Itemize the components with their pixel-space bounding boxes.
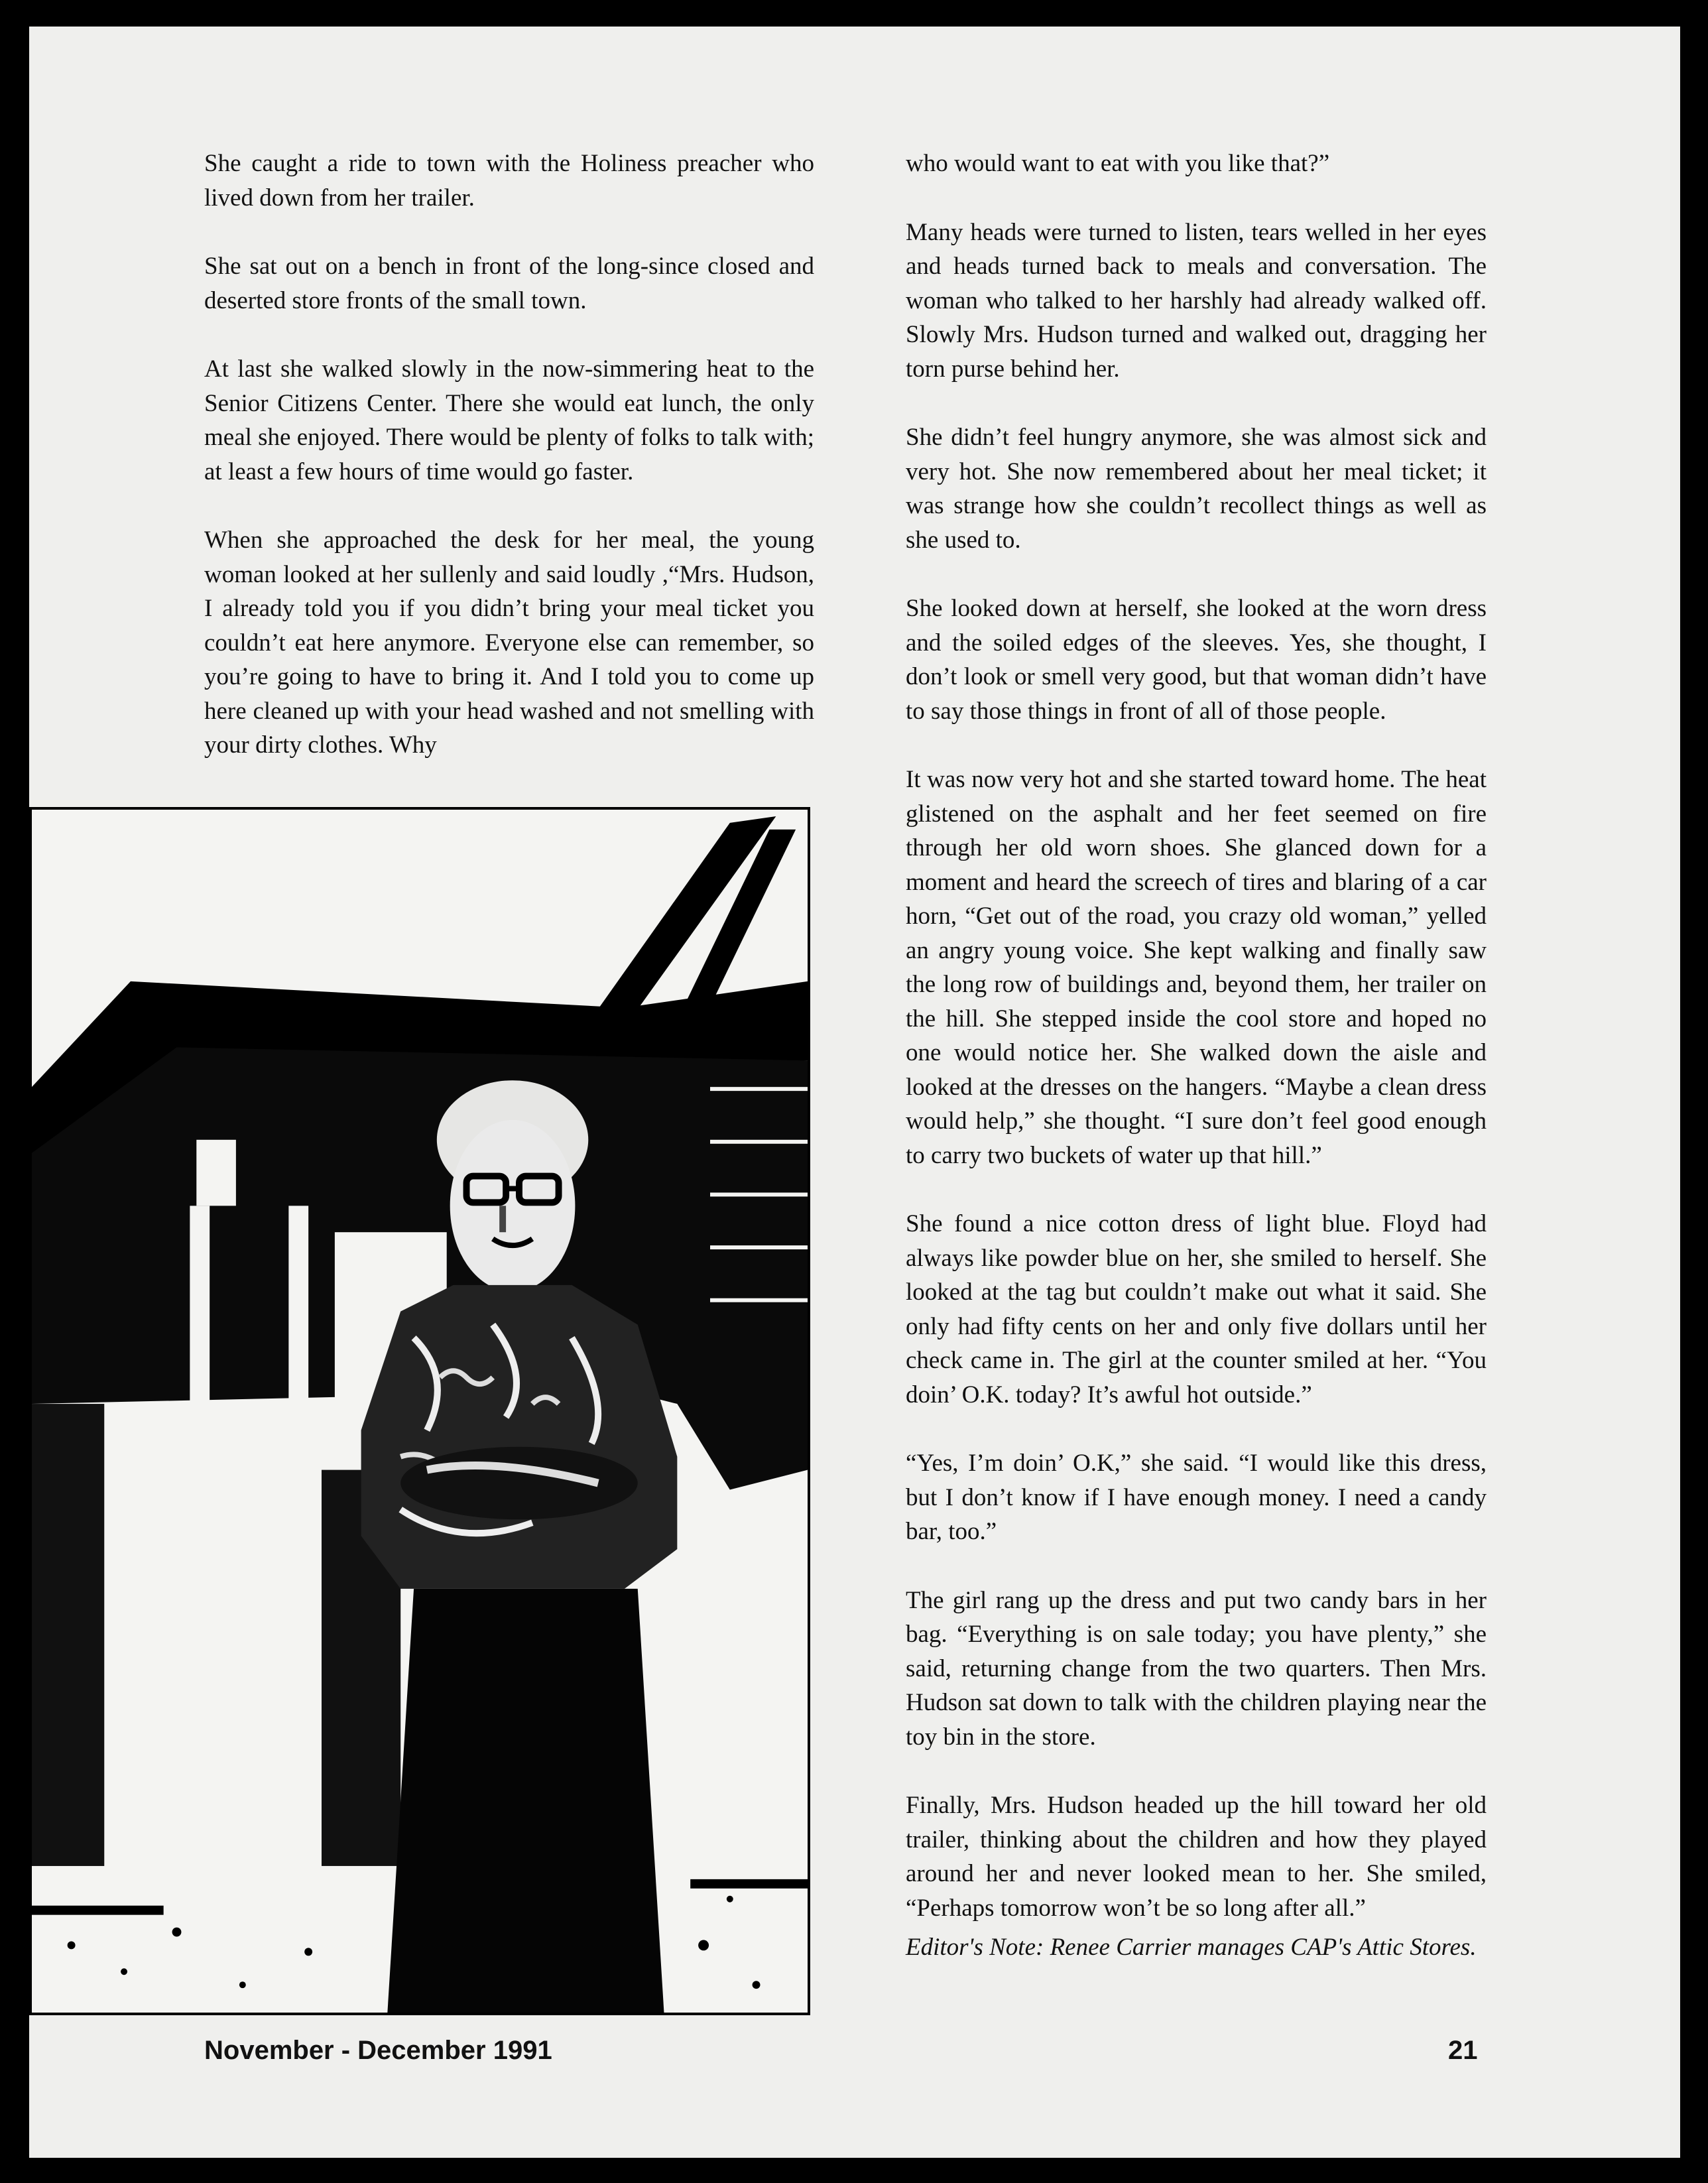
paragraph: The girl rang up the dress and put two candy bars in her bag. “Everything is on sale today; you have plenty,” she said, returning change from the two quarters. Then Mrs. Hudson sat down to talk with the children playing near the toy bin in the store. — [906, 1586, 1487, 1751]
issue-date: November - December 1991 — [204, 2036, 552, 2065]
right-column — [906, 147, 1487, 1999]
paragraph: who would want to eat with you like that?” — [906, 150, 1330, 177]
paragraph: She caught a ride to town with the Holiness preacher who lived down from her trailer. — [204, 150, 814, 212]
editor-note: Editor's Note: Renee Carrier manages CAP's Attic Stores. — [906, 1934, 1477, 1961]
left-column — [204, 147, 814, 797]
paragraph: “Yes, I’m doin’ O.K,” she said. “I would like this dress, but I don’t know if I have enough money. I need a candy bar, too.” — [906, 1450, 1487, 1545]
page-number: 21 — [1448, 2036, 1478, 2065]
paragraph: Finally, Mrs. Hudson headed up the hill toward her old trailer, thinking about the children and how they played around her and never looked mean to her. She smiled, “Perhaps tomorrow won’t be so long after all.” — [906, 1792, 1487, 1922]
photo-illustration — [32, 810, 808, 2013]
paragraph: She looked down at herself, she looked at the worn dress and the soiled edges of the sleeves. Yes, she thought, I don’t look or smell very good, but that woman didn’t have to say those things in front of all of those people. — [906, 595, 1487, 725]
paragraph: Many heads were turned to listen, tears welled in her eyes and heads turned back to meals and conversation. The woman who talked to her harshly had already walked off. Slowly Mrs. Hudson turned and walked out, dragging her torn purse behind her. — [906, 218, 1487, 383]
paragraph: At last she walked slowly in the now-simmering heat to the Senior Citizens Center. There she would eat lunch, the only meal she enjoyed. There would be plenty of folks to talk with; at least a few hours of time would go faster. — [204, 355, 814, 485]
paragraph: She sat out on a bench in front of the long-since closed and deserted store fronts of the small town. — [204, 253, 814, 314]
paragraph: She found a nice cotton dress of light blue. Floyd had always like powder blue on her, she smiled to herself. She looked at the tag but couldn’t make out what it said. She only had fifty cents on her and only five dollars until her check came in. The girl at the counter smiled at her. “You doin’ O.K. today? It’s awful hot outside.” — [906, 1210, 1487, 1408]
paragraph: When she approached the desk for her meal, the young woman looked at her sullenly and said loudly ,“Mrs. Hudson, I already told you if you didn’t bring your meal ticket you couldn’t eat here anymore. Everyone else can remember, so you’re going to have to bring it. And I told you to come up here cleaned up with your head washed and not smelling with your dirty clothes. Why — [204, 527, 814, 759]
paragraph: It was now very hot and she started toward home. The heat glistened on the asphalt and her feet seemed on fire through her old worn shoes. She glanced down for a moment and heard the screech of tires and blaring of a car horn, “Get out of the road, you crazy old woman,” yelled an angry young voice. She kept walking and finally saw the long row of buildings and, beyond them, her trailer on the hill. She stepped inside the cool store and hoped no one would notice her. She walked down the aisle and looked at the dresses on the hangers. “Maybe a clean dress would help,” she thought. “I sure don’t feel good enough to carry two buckets of water up that hill.” — [906, 766, 1487, 1169]
woman-photograph — [29, 807, 810, 2015]
magazine-page — [29, 27, 1680, 2158]
paragraph: She didn’t feel hungry anymore, she was almost sick and very hot. She now remembered about her meal ticket; it was strange how she couldn’t recollect things as well as she used to. — [906, 424, 1487, 554]
